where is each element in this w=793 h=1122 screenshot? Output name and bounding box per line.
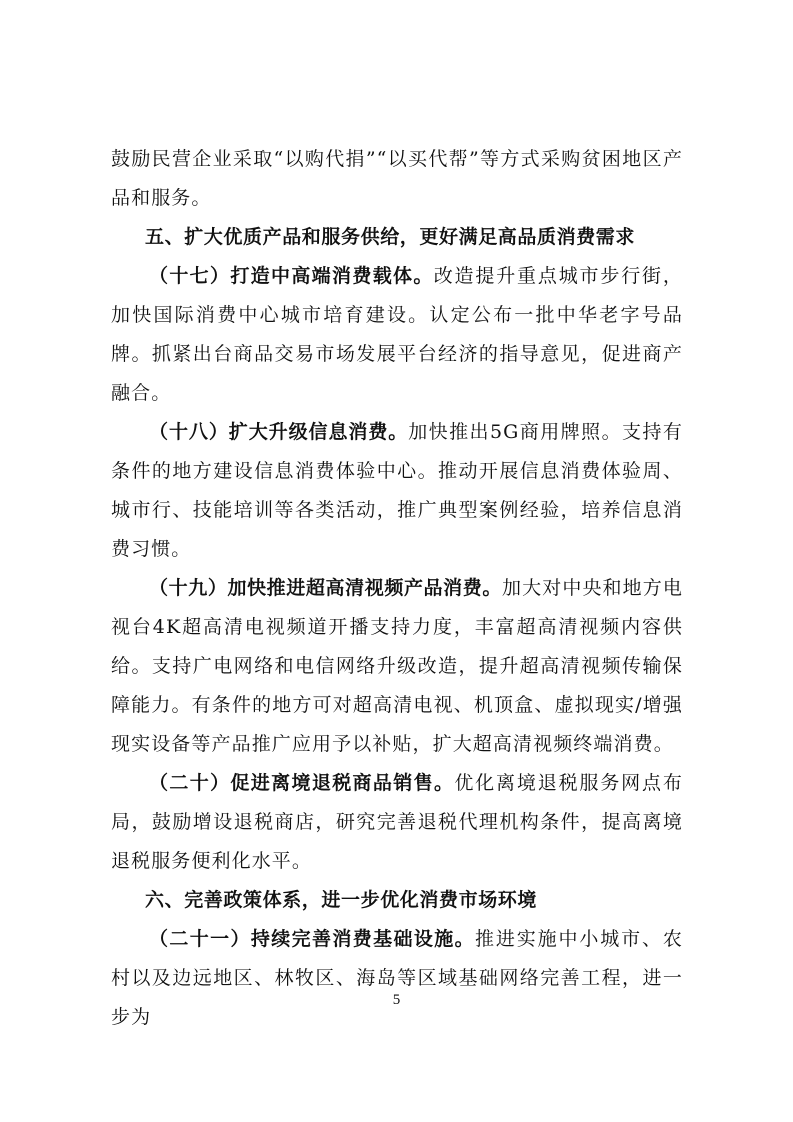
section-heading: 五、扩大优质产品和服务供给，更好满足高品质消费需求 <box>145 226 636 248</box>
page-number: 5 <box>392 992 401 1008</box>
body-paragraph <box>111 920 683 1037</box>
body-paragraph <box>111 569 683 764</box>
paragraph-lead: （十八）扩大升级信息消费。 <box>149 421 409 443</box>
paragraph-text: 优化离境退税服务网点布局，鼓励增设退税商店，研究完善退税代理机构条件，提高离境退税服务便利化水平。 <box>111 772 683 872</box>
body-paragraph <box>111 413 683 569</box>
body-paragraph <box>111 140 683 218</box>
paragraph-text: 改造提升重点城市步行街，加快国际消费中心城市培育建设。认定公布一批中华老字号品牌。抓紧出台商品交易市场发展平台经济的指导意见，促进商产融合。 <box>111 265 683 404</box>
paragraph-lead: （十九）加快推进超高清视频产品消费。 <box>149 577 502 599</box>
paragraph-text: 加大对中央和地方电视台4K超高清电视频道开播支持力度，丰富超高清视频内容供给。支持广电网络和电信网络升级改造，提升超高清视频传输保障能力。有条件的地方可对超高清电视、机顶盒、虚拟现实/增强现实设备等产品推广应用予以补贴，扩大超高清视频终端消费。 <box>111 577 683 755</box>
section-heading: 六、完善政策体系，进一步优化消费市场环境 <box>145 889 538 911</box>
paragraph-lead: （十七）打造中高端消费载体。 <box>149 265 434 287</box>
paragraph-text: 加快推出5G商用牌照。支持有条件的地方建设信息消费体验中心。推动开展信息消费体验周、城市行、技能培训等各类活动，推广典型案例经验，培养信息消费习惯。 <box>111 421 683 560</box>
paragraph-text: 推进实施中小城市、农村以及边远地区、林牧区、海岛等区域基础网络完善工程，进一步为 <box>111 928 683 1028</box>
body-paragraph <box>111 764 683 881</box>
document-body <box>111 140 683 1037</box>
body-paragraph <box>111 257 683 413</box>
paragraph-text: 鼓励民营企业采取“以购代捐”“以买代帮”等方式采购贫困地区产品和服务。 <box>111 148 683 209</box>
paragraph-lead: （二十一）持续完善消费基础设施。 <box>149 928 476 950</box>
paragraph-lead: （二十）促进离境退税商品销售。 <box>149 772 455 794</box>
